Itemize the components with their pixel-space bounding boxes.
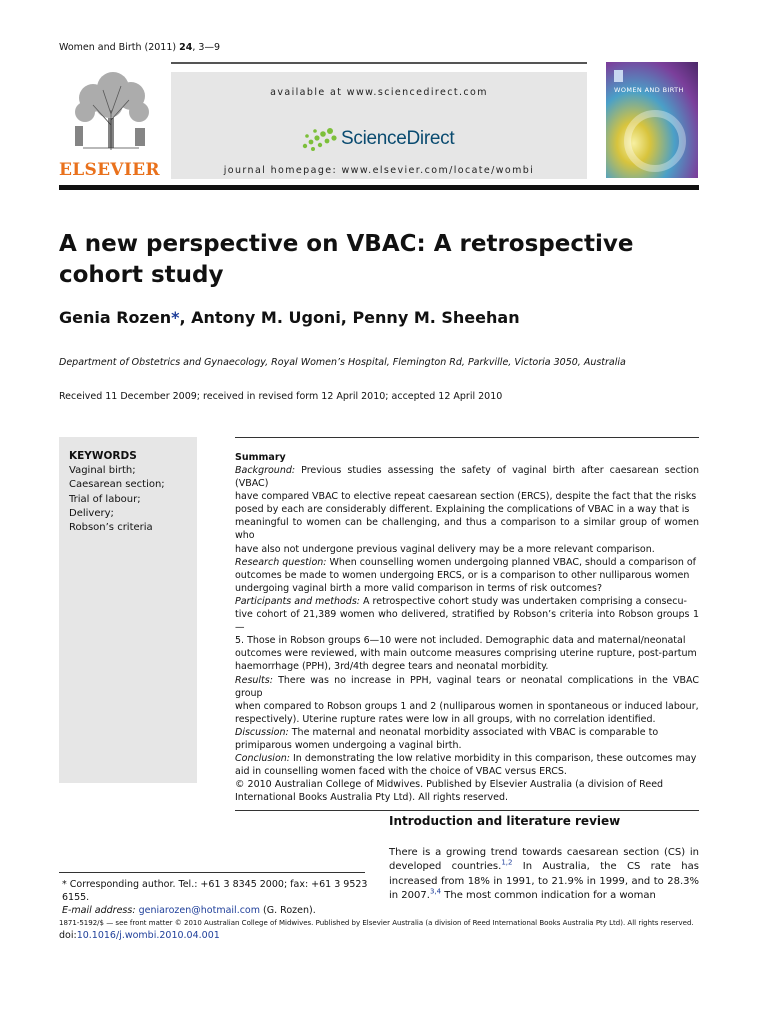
sciencedirect-logo[interactable] — [301, 122, 471, 154]
summary-line — [235, 595, 699, 608]
keyword-item: Vaginal birth; — [69, 465, 136, 476]
summary-heading: Summary — [235, 452, 286, 463]
summary-text: meaningful to women can be challenging, and thus a comparison to a similar group of women who — [235, 517, 699, 542]
summary-text: International Books Australia Pty Ltd). All rights reserved. — [235, 792, 509, 804]
summary-line — [235, 700, 699, 713]
doi-label: doi: — [59, 930, 77, 941]
sciencedirect-dots-icon — [301, 126, 339, 152]
cover-logo-icon — [614, 70, 623, 82]
summary-line — [235, 713, 699, 726]
summary-text: posed by each are considerably different. Explaining the complications of VBAC in a way that is — [235, 504, 690, 516]
first-author: Genia Rozen — [59, 308, 172, 327]
journal-header — [59, 62, 587, 179]
summary-text: outcomes be made to women undergoing ERCS, or is a comparison to other nulliparous women — [235, 569, 690, 581]
author-list — [59, 308, 520, 327]
summary-text: have also not undergone previous vaginal delivery may be a more relevant comparison. — [235, 543, 655, 555]
email-link[interactable]: geniarozen@hotmail.com — [138, 905, 261, 916]
keyword-item: Caesarean section; — [69, 479, 165, 491]
doi-link[interactable]: 10.1016/j.wombi.2010.04.001 — [76, 930, 220, 941]
publisher-name: ELSEVIER — [59, 160, 160, 180]
footnote-divider — [59, 872, 365, 873]
intro-text-segment: In Australia, the CS rate has increased from 18% in 1991, to 21.9% in 1999, and to 28.3% in 2007. — [389, 861, 699, 901]
summary-section-label: Participants and methods: — [235, 595, 360, 607]
summary-text: undergoing vaginal birth a more valid comparison in terms of risk outcomes? — [235, 582, 602, 594]
elsevier-logo[interactable] — [59, 62, 169, 179]
summary-text: haemorrhage (PPH), 3rd/4th degree tears and neonatal morbidity. — [235, 661, 549, 673]
summary-text: primiparous women undergoing a vaginal birth. — [235, 739, 462, 751]
summary-line — [235, 582, 699, 595]
summary-line — [235, 752, 699, 765]
intro-text-segment: The most common indication for a woman — [441, 889, 656, 901]
header-divider — [59, 185, 699, 190]
cover-decoration — [624, 110, 686, 172]
section-heading-introduction: Introduction and literature review — [389, 814, 621, 828]
summary-section-label: Conclusion: — [235, 753, 290, 765]
other-authors: , Antony M. Ugoni, Penny M. Sheehan — [179, 308, 520, 327]
affiliation: Department of Obstetrics and Gynaecology, Royal Women’s Hospital, Flemington Rd, Parkville, Victoria 3050, Australia — [59, 357, 626, 368]
elsevier-tree-icon — [63, 70, 159, 152]
summary-text: when compared to Robson groups 1 and 2 (nulliparous women in spontaneous or induced labour, — [235, 700, 699, 712]
summary-text: tive cohort of 21,389 women who delivered, stratified by Robson’s criteria into Robson groups 1— — [235, 609, 699, 634]
email-suffix: (G. Rozen). — [260, 905, 316, 916]
introduction-paragraph — [389, 846, 699, 903]
sciencedirect-wordmark: ScienceDirect — [341, 128, 455, 149]
keywords-heading: KEYWORDS — [69, 450, 137, 462]
summary-text: There was no increase in PPH, vaginal tears or neonatal complications in the VBAC group — [235, 674, 699, 699]
abstract-summary — [235, 437, 699, 811]
summary-text: have compared VBAC to elective repeat caesarean section (ERCS), despite the fact that the risks — [235, 491, 697, 503]
summary-line — [235, 647, 699, 660]
summary-line — [235, 778, 699, 791]
summary-line — [235, 765, 699, 778]
header-top-rule — [171, 62, 587, 64]
keyword-item: Trial of labour; — [69, 493, 141, 505]
keyword-item: Robson’s criteria — [69, 522, 153, 534]
corresponding-author-mark[interactable]: * — [171, 308, 180, 327]
summary-text: 5. Those in Robson groups 6—10 were not included. Demographic data and maternal/neonatal — [235, 635, 686, 647]
doi-line — [59, 930, 220, 941]
summary-section-label: Discussion: — [235, 726, 289, 738]
journal-homepage-link[interactable]: journal homepage: www.elsevier.com/locate/wombi — [223, 165, 535, 176]
intro-text-segment: There is a growing trend towards caesarean section (CS) in developed countries. — [389, 847, 699, 873]
received-dates: Received 11 December 2009; received in revised form 12 April 2010; accepted 12 April 2010 — [59, 391, 503, 402]
summary-section-label: Background: — [235, 465, 296, 476]
summary-text: When counselling women undergoing planned VBAC, should a comparison of — [326, 556, 697, 568]
summary-line — [235, 739, 699, 752]
summary-line — [235, 490, 699, 503]
email-label: E-mail address: — [62, 905, 139, 916]
summary-text: A retrospective cohort study was undertaken comprising a consecu- — [359, 595, 687, 607]
available-at-link[interactable]: available at www.sciencedirect.com — [270, 87, 488, 98]
keyword-item: Delivery; — [69, 507, 114, 519]
summary-line — [235, 464, 699, 490]
copyright-line: 1871-5192/$ — see front matter © 2010 Australian College of Midwives. Published by Elsevier Australia (a division of Reed International Books Australia Pty Ltd). All rights reserved. — [59, 919, 694, 927]
journal-citation: Women and Birth (2011) 24, 3—9 — [59, 42, 221, 53]
journal-cover-image[interactable] — [606, 62, 698, 178]
sciencedirect-box — [171, 72, 587, 179]
summary-text: © 2010 Australian College of Midwives. Published by Elsevier Australia (a division of Reed — [235, 779, 664, 791]
summary-text: respectively). Uterine rupture rates were low in all groups, with no correlation identified. — [235, 713, 656, 725]
cover-title: WOMEN AND BIRTH — [614, 86, 684, 94]
summary-line — [235, 791, 699, 804]
citation-ref[interactable]: 1,2 — [501, 858, 513, 867]
summary-text: In demonstrating the low relative morbidity in this comparison, these outcomes may — [289, 753, 697, 765]
summary-line — [235, 543, 699, 556]
summary-text: outcomes were reviewed, with main outcome measures comprising uterine rupture, post-partum — [235, 648, 697, 660]
summary-section-label: Results: — [235, 674, 273, 686]
summary-text: The maternal and neonatal morbidity associated with VBAC is comparable to — [288, 726, 659, 738]
article-title: A new perspective on VBAC: A retrospective cohort study — [59, 231, 634, 288]
summary-section-label: Research question: — [235, 556, 327, 568]
citation-ref[interactable]: 3,4 — [429, 887, 442, 896]
keywords-panel — [59, 437, 197, 783]
summary-text: Previous studies assessing the safety of vaginal birth after caesarean section (VBAC) — [235, 465, 699, 490]
summary-text: aid in counselling women faced with the choice of VBAC versus ERCS. — [235, 766, 567, 778]
corresponding-author-footnote — [62, 878, 372, 917]
footnote-contact: * Corresponding author. Tel.: +61 3 8345 2000; fax: +61 3 9523 6155. — [62, 879, 368, 903]
summary-line — [235, 503, 699, 516]
summary-line — [235, 608, 699, 634]
summary-line — [235, 556, 699, 569]
summary-line — [235, 660, 699, 673]
summary-line — [235, 634, 699, 647]
summary-line — [235, 674, 699, 700]
summary-line — [235, 726, 699, 739]
summary-line — [235, 516, 699, 542]
summary-line — [235, 569, 699, 582]
summary-body — [235, 464, 699, 804]
